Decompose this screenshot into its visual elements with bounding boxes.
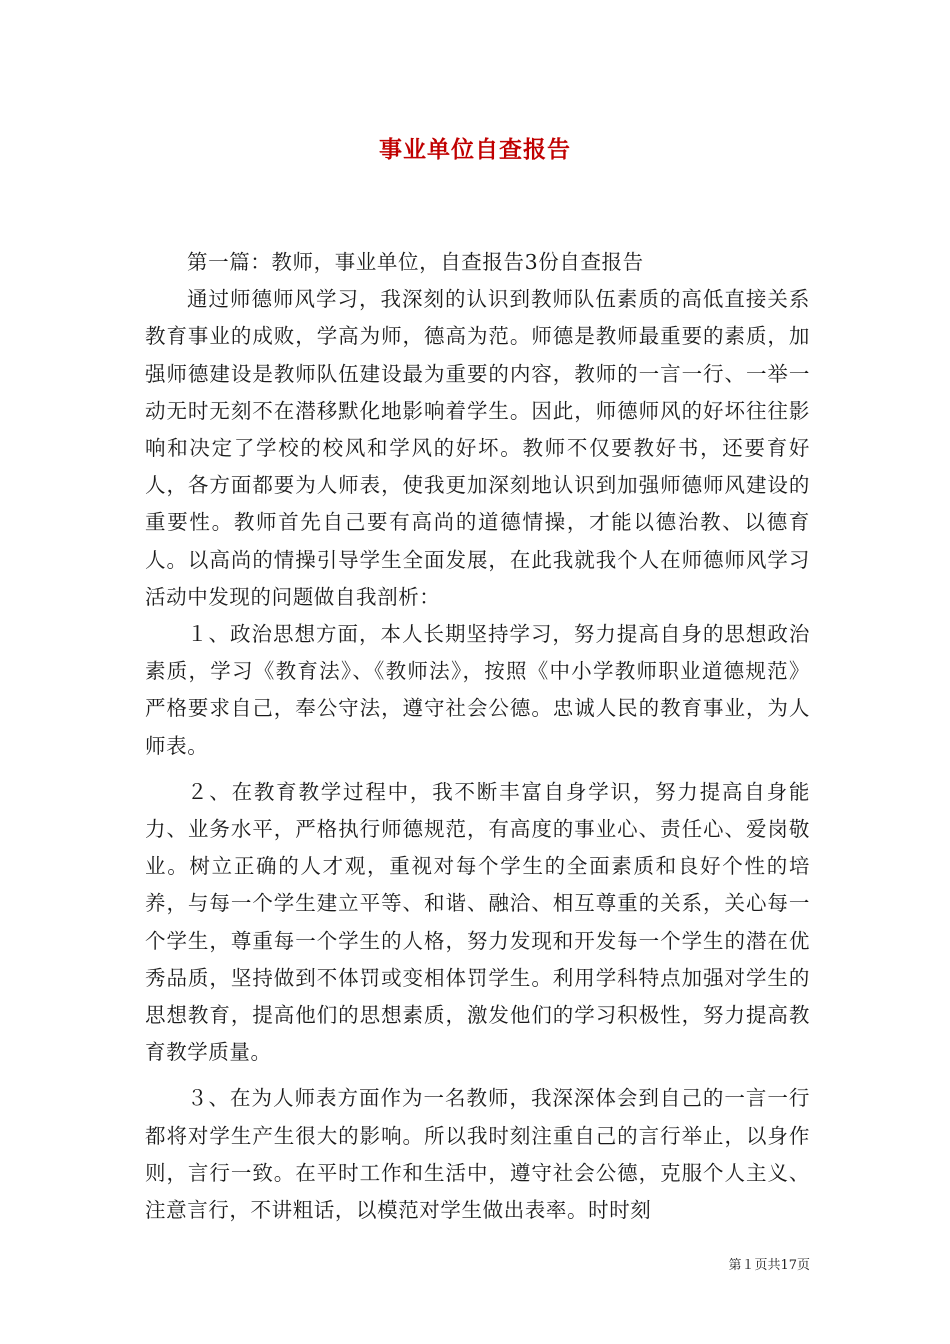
document-body bbox=[145, 244, 810, 1229]
paragraph-item-2: ２、在教育教学过程中，我不断丰富自身学识，努力提高自身能力、业务水平，严格执行师德规范，有高度的事业心、责任心、爱岗敬业。树立正确的人才观，重视对每个学生的全面素质和良好个性的培养，与每一个学生建立平等、和谐、融洽、相互尊重的关系，关心每一个学生，尊重每一个学生的人格，努力发现和开发每一个学生的潜在优秀品质，坚持做到不体罚或变相体罚学生。利用学科特点加强对学生的思想教育，提高他们的思想素质，激发他们的学习积极性，努力提高教育教学质量。 bbox=[145, 779, 810, 1065]
paragraph-intro: 通过师德师风学习，我深刻的认识到教师队伍素质的高低直接关系教育事业的成败，学高为师，德高为范。师德是教师最重要的素质，加强师德建设是教师队伍建设最为重要的内容，教师的一言一行、一举一动无时无刻不在潜移默化地影响着学生。因此，师德师风的好坏往往影响和决定了学校的校风和学风的好坏。教师不仅要教好书，还要育好人，各方面都要为人师表，使我更加深刻地认识到加强师德师风建设的重要性。教师首先自己要有高尚的道德情操，才能以德治教、以德育人。以高尚的情操引导学生全面发展，在此我就我个人在师德师风学习活动中发现的问题做自我剖析： bbox=[145, 287, 810, 609]
paragraph-item-1: １、政治思想方面，本人长期坚持学习，努力提高自身的思想政治素质，学习《教育法》、《教师法》，按照《中小学教师职业道德规范》严格要求自己，奉公守法，遵守社会公德。忠诚人民的教育事业，为人师表。 bbox=[145, 622, 810, 758]
paragraph-heading: 第一篇：教师，事业单位，自查报告3份自查报告 bbox=[187, 250, 644, 274]
paragraph-item-3: ３、在为人师表方面作为一名教师，我深深体会到自己的一言一行都将对学生产生很大的影响。所以我时刻注重自己的言行举止，以身作则，言行一致。在平时工作和生活中，遵守社会公德，克服个人主义、注意言行，不讲粗话，以模范对学生做出表率。时时刻 bbox=[145, 1086, 810, 1223]
document-title: 事业单位自查报告 bbox=[379, 136, 571, 163]
page-number-footer: 第１页共17页 bbox=[728, 1258, 810, 1273]
